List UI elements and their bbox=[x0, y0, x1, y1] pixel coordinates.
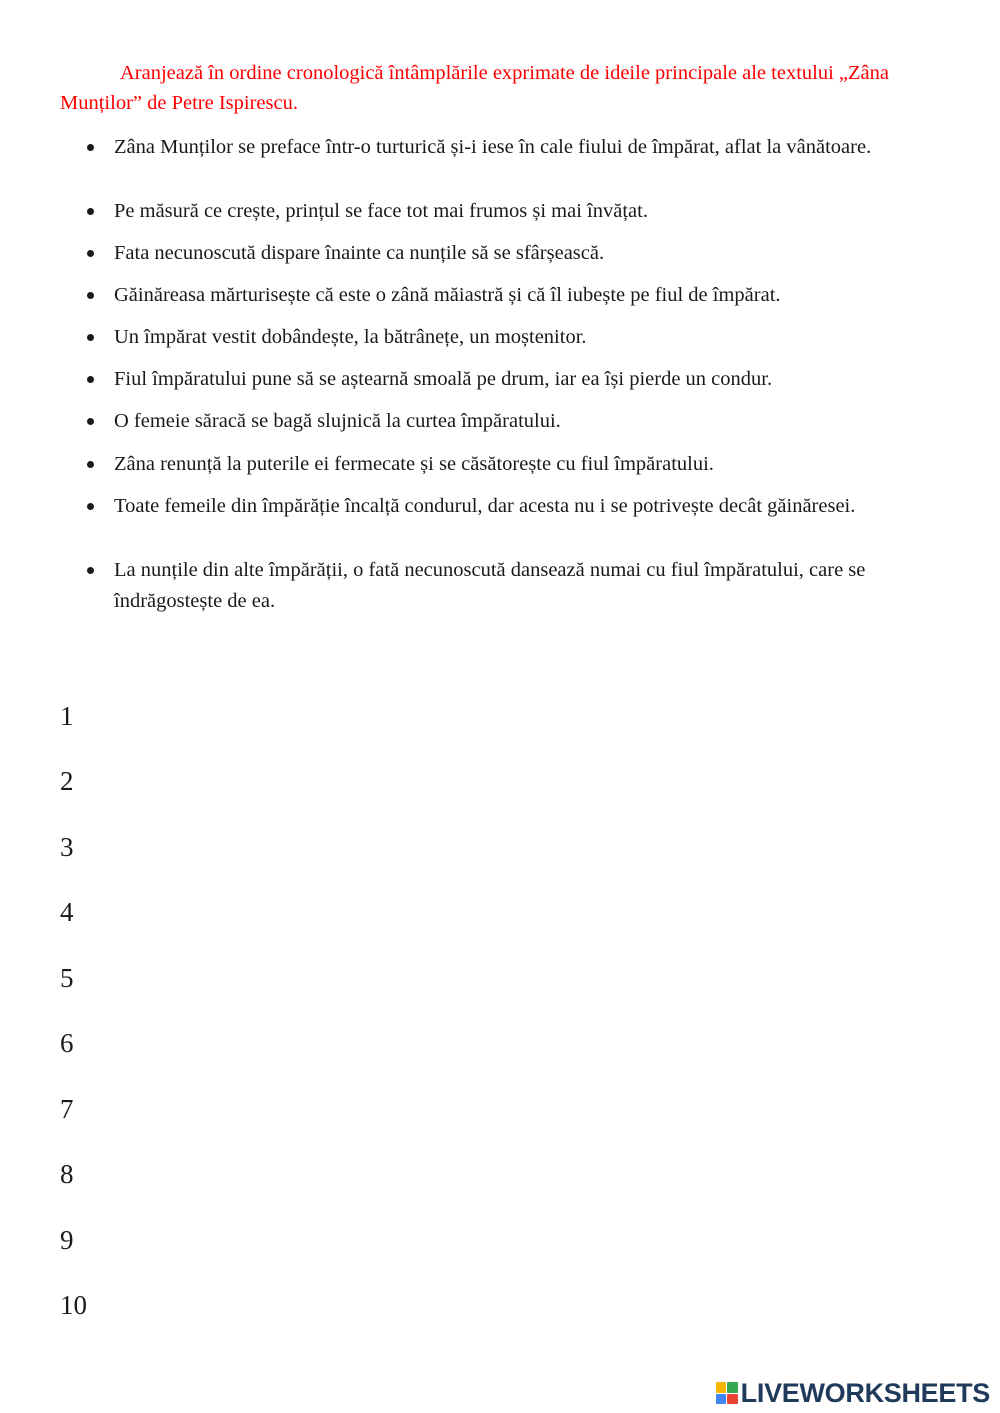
answer-number: 4 bbox=[60, 897, 74, 927]
answer-number: 3 bbox=[60, 832, 74, 862]
liveworksheets-logo bbox=[716, 1379, 990, 1407]
list-item: Fata necunoscută dispare înainte ca nunțile să se sfârșească. bbox=[114, 238, 934, 269]
list-item: Fiul împăratului pune să se aștearnă smoală pe drum, iar ea își pierde un condur. bbox=[114, 364, 934, 395]
answer-number: 6 bbox=[60, 1028, 74, 1058]
answer-number: 7 bbox=[60, 1094, 74, 1124]
list-item: Zâna renunță la puterile ei fermecate și se căsătorește cu fiul împăratului. bbox=[114, 449, 934, 480]
list-item: Zâna Munților se preface într-o turturică și-i iese în cale fiului de împărat, aflat la vânătoare. bbox=[114, 132, 934, 163]
instruction-text: Aranjează în ordine cronologică întâmplările exprimate de ideile principale ale textului „Zâna Munților” de Petre Ispirescu. bbox=[60, 62, 889, 114]
list-item: O femeie săracă se bagă slujnică la curtea împăratului. bbox=[114, 406, 934, 437]
list-item: La nunțile din alte împărății, o fată necunoscută dansează numai cu fiul împăratului, care se îndrăgostește de ea. bbox=[114, 555, 934, 617]
list-item: Găinăreasa mărturisește că este o zână măiastră și că îl iubește pe fiul de împărat. bbox=[114, 280, 934, 311]
answer-number: 5 bbox=[60, 963, 74, 993]
answer-number: 10 bbox=[60, 1290, 87, 1320]
answer-number: 9 bbox=[60, 1225, 74, 1255]
list-item: Pe măsură ce crește, prințul se face tot mai frumos și mai învățat. bbox=[114, 196, 934, 227]
liveworksheets-logo-icon bbox=[716, 1382, 738, 1404]
answer-number: 2 bbox=[60, 766, 74, 796]
logo-text: LIVEWORKSHEETS bbox=[740, 1377, 990, 1408]
answer-number: 1 bbox=[60, 701, 74, 731]
answer-number: 8 bbox=[60, 1159, 74, 1189]
list-item: Toate femeile din împărăție încalță condurul, dar acesta nu i se potrivește decât găinăresei. bbox=[114, 491, 934, 522]
list-item: Un împărat vestit dobândește, la bătrânețe, un moștenitor. bbox=[114, 322, 934, 353]
